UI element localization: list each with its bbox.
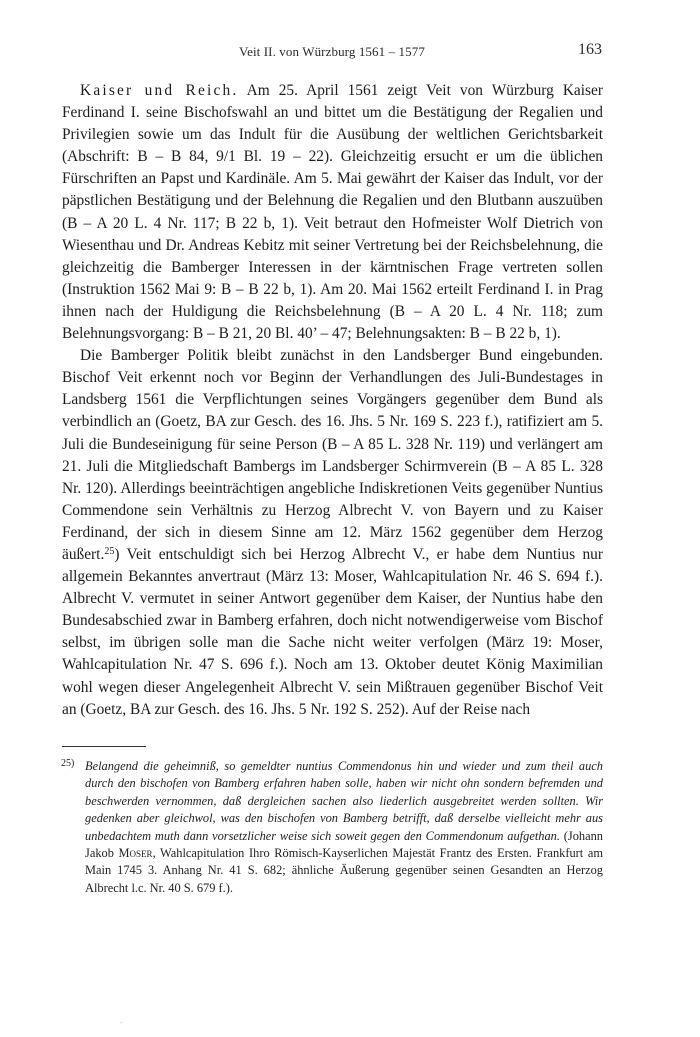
paragraph-text: Am 25. April 1561 zeigt Veit von Würzburg Kaiser Ferdinand I. seine Bischofswahl an und bittet um die Bestätigung der Regalien und Privilegien sowie um das Indult für die Ausübung der weltlichen Gerichtsbarkeit (Abschrift: B – B 84, 9/1 Bl. 19 – 22). Gleichzeitig ersucht er um die üblichen Fürschriften an Papst und Kardinäle. Am 5. Mai gewährt der Kaiser das Indult, vor der päpstlichen Bestätigung und der Belehnung die Regalien und den Blutbann auszuüben (B – A 20 L. 4 Nr. 117; B 22 b, 1). Veit betraut den Hofmeister Wolf Dietrich von Wiesenthau und Dr. Andreas Kebitz mit seiner Vertretung bei der Reichsbelehnung, die gleichzeitig die Bamberger Interessen in der kärntnischen Frage vertreten sollen (Instruktion 1562 Mai 9: B – B 22 b, 1). Am 20. Mai 1562 erteilt Ferdinand I. in Prag ihnen nach der Huldigung die Reichsbelehnung (B – A 20 L. 4 Nr. 118; zum Belehnungsvorgang: B – B 21, 20 Bl. 40’ – 47; Belehnungsakten: B – B 22 b, 1). bbox=[62, 82, 603, 343]
footnote-citation: (Johann Jakob bbox=[85, 828, 604, 861]
main-text bbox=[62, 80, 603, 721]
stray-mark: - bbox=[120, 1018, 123, 1027]
section-heading: Kaiser und Reich. bbox=[80, 82, 239, 99]
running-title: Veit II. von Würzburg 1561 – 1577 bbox=[239, 44, 425, 59]
paragraph-kaiser-und-reich bbox=[62, 80, 603, 345]
paragraph-text: ) Veit entschuldigt sich bei Herzog Albrecht V., er habe dem Nuntius nur allgemein Bekanntes anvertraut (März 13: Moser, Wahlcapitulation Nr. 46 S. 694 f.). Albrecht V. vermutet in seiner Antwort gegenüber dem Kaiser, der Nuntius habe den Bundesabschied zwar in Bamberg erfahren, doch nicht notwendigerweise vom Bischof selbst, im übrigen solle man die Sache nicht weiter verfolgen (März 19: Moser, Wahlcapitulation Nr. 47 S. 696 f.). Noch am 13. Oktober deutet König Maximilian wohl wegen dieser Angelegenheit Albrecht V. sein Mißtrauen gegenüber Bischof Veit an (Goetz, BA zur Gesch. des 16. Jhs. 5 Nr. 192 S. 252). Auf der Reise nach bbox=[62, 545, 603, 718]
page-number: 163 bbox=[578, 41, 602, 58]
paragraph-text: Die Bamberger Politik bleibt zunächst in den Landsberger Bund eingebunden. Bischof Veit erkennt noch vor Beginn der Verhandlungen des Juli-Bundestages in Landsberg 1561 die Verpflichtungen seines Vorgängers gegenüber dem Bund als verbindlich an (Goetz, BA zur Gesch. des 16. Jhs. 5 Nr. 169 S. 223 f.), ratifiziert am 5. Juli die Bundeseinigung für seine Person (B – A 85 L. 328 Nr. 119) und verlängert am 21. Juli die Mitgliedschaft Bambergs im Landsberger Schirmverein (B – A 85 L. 328 Nr. 120). Allerdings beeinträchtigen angebliche Indiskretionen Veits gegenüber Nuntius Commendone sein Verhältnis zu Herzog Albrecht V. von Bayern und zu Kaiser Ferdinand, der sich in diesem Sinne am 12. März 1562 gegenüber dem Herzog äußert. bbox=[62, 347, 603, 563]
paragraph-bamberger-politik bbox=[62, 345, 603, 721]
footnote-citation: , Wahlcapitulation Ihro Römisch-Kayserlichen Majestät Frantz des Ersten. Frankfurt am Main 1745 3. Anhang Nr. 41 S. 682; ähnliche Äußerung gegenüber seinen Gesandten an Herzog Albrecht l.c. Nr. 40 S. 679 f.). bbox=[85, 846, 603, 895]
footnote-number: 25) bbox=[61, 758, 75, 769]
footnote-reference[interactable]: 25 bbox=[104, 545, 115, 557]
footnote-quote: Belangend die geheimniß, so gemeldter nuntius Commendonus hin und wieder und zum theil auch durch den bischofen von Bamberg erfahren haben solle, haben wir nicht ohn sondern befremden und beschwerden vernommen, daß dergleichen sachen also liederlich ausgebreitet werden sollten. Wir gedenken aber gleichwol, was den bischofen von Bamberg betrifft, daß derselbe vielleicht mehr aus unbedachtem muth dann vorsetzlicher weise sich soweit gegen den Commendonum aufgethan. bbox=[85, 759, 603, 843]
footnote-divider bbox=[62, 746, 146, 747]
footnote-author: Moser bbox=[118, 846, 153, 861]
footnote bbox=[61, 758, 604, 897]
